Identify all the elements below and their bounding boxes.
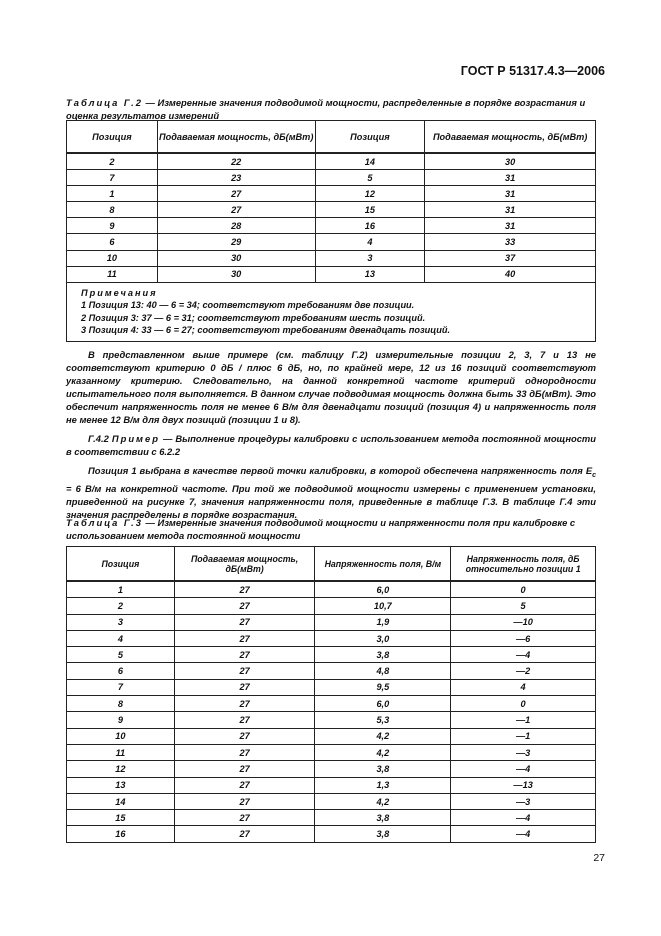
table-cell: 1,3 <box>315 777 451 793</box>
table-cell: 3,8 <box>315 761 451 777</box>
table-cell: —2 <box>451 663 596 679</box>
paragraph-1: В представленном выше примере (см. таблицу Г.2) измерительные позиции 2, 3, 7 и 13 не соответствуют критерию 0 дБ / плюс 6 дБ, но, по крайней мере, 12 из 16 позиций соответствуют указанному критерию. Следовательно, на данной конкретной частоте критерий однородности испытательного поля выполняется. В данном случае подводимая мощность должна быть 33 дБ(мВт). Это обеспечит напряженность поля не менее 6 В/м для двенадцати позиций (позиция 4) и напряженность поля не менее 12 В/м для двух позиций (позиции 1 и 8). <box>66 349 596 425</box>
para2-text: — Выполнение процедуры калибровки с использованием метода постоянной мощности в соответствии с 6.2.2 <box>66 433 596 457</box>
table-g3-col-header: Подаваемая мощность, дБ(мВт) <box>174 547 315 582</box>
table-row <box>67 202 596 218</box>
table-cell: 8 <box>67 202 158 218</box>
table-cell: 2 <box>67 598 175 614</box>
table-cell: 31 <box>425 202 596 218</box>
table-cell: 27 <box>174 712 315 728</box>
body-text <box>66 348 596 521</box>
table-cell: 27 <box>174 630 315 646</box>
table-row <box>67 170 596 186</box>
table-g2-notes-row <box>67 282 596 341</box>
note-3: 3 Позиция 4: 33 — 6 = 27; соответствуют требованиям двенадцать позиций. <box>81 325 450 336</box>
table-cell: 11 <box>67 266 158 282</box>
table-row <box>67 826 596 842</box>
table-row <box>67 266 596 282</box>
table-cell: 27 <box>174 647 315 663</box>
table-cell: 9 <box>67 712 175 728</box>
table-cell: 3 <box>67 614 175 630</box>
table-cell: 4 <box>451 679 596 695</box>
table-cell: 16 <box>315 218 425 234</box>
table-cell: 27 <box>157 186 315 202</box>
table-row <box>67 186 596 202</box>
table-cell: 9 <box>67 218 158 234</box>
page-number: 27 <box>593 852 605 864</box>
table-cell: 6,0 <box>315 696 451 712</box>
table-cell: 12 <box>67 761 175 777</box>
table-cell: 13 <box>315 266 425 282</box>
table-cell: 27 <box>174 614 315 630</box>
table-cell: —13 <box>451 777 596 793</box>
table-cell: 3,8 <box>315 810 451 826</box>
table-g2-col-header: Подаваемая мощность, дБ(мВт) <box>157 121 315 154</box>
table-cell: 40 <box>425 266 596 282</box>
table-cell: 3 <box>315 250 425 266</box>
table-row <box>67 696 596 712</box>
table-cell: 9,5 <box>315 679 451 695</box>
table-cell: 4 <box>315 234 425 250</box>
table-cell: 12 <box>315 186 425 202</box>
table-cell: —4 <box>451 810 596 826</box>
table-cell: 1 <box>67 581 175 598</box>
para2-label: Пример <box>111 433 160 444</box>
table-g3 <box>66 546 596 843</box>
table-g3-caption-text: — Измеренные значения подводимой мощности и напряженности поля при калибровке с использованием метода постоянной мощности <box>66 517 576 541</box>
table-g3-header-row <box>67 547 596 582</box>
table-cell: —10 <box>451 614 596 630</box>
table-row <box>67 218 596 234</box>
table-cell: 22 <box>157 153 315 170</box>
table-row <box>67 598 596 614</box>
table-g2-col-header: Позиция <box>315 121 425 154</box>
table-g3-caption-label: Таблица Г.3 <box>66 517 143 528</box>
note-2: 2 Позиция 3: 37 — 6 = 31; соответствуют требованиям шесть позиций. <box>81 312 426 323</box>
table-g2-caption-label: Таблица Г.2 <box>66 97 143 108</box>
table-cell: 10 <box>67 728 175 744</box>
table-cell: 6,0 <box>315 581 451 598</box>
table-row <box>67 614 596 630</box>
table-row <box>67 761 596 777</box>
table-cell: 27 <box>174 581 315 598</box>
table-cell: 4 <box>67 630 175 646</box>
table-cell: 31 <box>425 218 596 234</box>
paragraph-2 <box>66 432 596 458</box>
table-g2-col-header: Позиция <box>67 121 158 154</box>
table-cell: 15 <box>67 810 175 826</box>
table-cell: 27 <box>174 598 315 614</box>
table-g2-header-row <box>67 121 596 154</box>
table-cell: 7 <box>67 170 158 186</box>
table-row <box>67 647 596 663</box>
table-row <box>67 234 596 250</box>
table-cell: —4 <box>451 826 596 842</box>
table-cell: 16 <box>67 826 175 842</box>
table-cell: —3 <box>451 793 596 809</box>
table-cell: 31 <box>425 186 596 202</box>
table-g2 <box>66 120 596 342</box>
table-cell: 27 <box>174 679 315 695</box>
table-cell: 33 <box>425 234 596 250</box>
table-cell: 30 <box>157 266 315 282</box>
document-id: ГОСТ Р 51317.4.3—2006 <box>460 64 605 78</box>
table-g2-caption-text: — Измеренные значения подводимой мощности, распределенные в порядке возрастания и оценка результатов измерений <box>66 97 586 121</box>
table-g2-caption <box>66 96 596 122</box>
table-cell: 27 <box>174 663 315 679</box>
table-cell: 10 <box>67 250 158 266</box>
table-cell: 15 <box>315 202 425 218</box>
table-row <box>67 630 596 646</box>
notes-title: Примечания <box>81 287 158 298</box>
table-cell: 1 <box>67 186 158 202</box>
table-cell: 4,2 <box>315 744 451 760</box>
table-cell: 5 <box>315 170 425 186</box>
para2-number: Г.4.2 <box>88 433 109 444</box>
table-cell: 13 <box>67 777 175 793</box>
table-cell: —6 <box>451 630 596 646</box>
table-g3-col-header: Позиция <box>67 547 175 582</box>
para3-text-b: = 6 В/м на конкретной частоте. При той же подводимой мощности измерены с применением установки, приведенной на рисунке 7, значения напряженности поля, приведенные в таблице Г.3. В таблице Г.4 эти значения распределены в порядке возрастания. <box>66 482 596 520</box>
table-cell: 27 <box>174 728 315 744</box>
note-1: 1 Позиция 13: 40 — 6 = 34; соответствуют требованиям две позиции. <box>81 300 415 311</box>
table-cell: 27 <box>174 744 315 760</box>
table-cell: 7 <box>67 679 175 695</box>
table-cell: 8 <box>67 696 175 712</box>
table-cell: 5 <box>451 598 596 614</box>
table-cell: 4,2 <box>315 728 451 744</box>
table-g3-col-header: Напряженность поля, В/м <box>315 547 451 582</box>
table-cell: 37 <box>425 250 596 266</box>
table-cell: —3 <box>451 744 596 760</box>
table-cell: 3,8 <box>315 647 451 663</box>
table-cell: 14 <box>67 793 175 809</box>
table-cell: 30 <box>425 153 596 170</box>
table-cell: 27 <box>174 793 315 809</box>
table-cell: 6 <box>67 663 175 679</box>
table-cell: 29 <box>157 234 315 250</box>
table-cell: 1,9 <box>315 614 451 630</box>
table-cell: 27 <box>174 761 315 777</box>
table-row <box>67 581 596 598</box>
table-cell: 0 <box>451 581 596 598</box>
table-cell: 27 <box>174 777 315 793</box>
table-row <box>67 793 596 809</box>
table-row <box>67 712 596 728</box>
paragraph-3 <box>66 464 596 521</box>
table-row <box>67 679 596 695</box>
table-cell: 31 <box>425 170 596 186</box>
table-cell: —1 <box>451 712 596 728</box>
table-row <box>67 777 596 793</box>
table-cell: 28 <box>157 218 315 234</box>
table-g3-col-header: Напряженность поля, дБ относительно позиции 1 <box>451 547 596 582</box>
table-cell: 0 <box>451 696 596 712</box>
table-cell: 27 <box>174 826 315 842</box>
table-cell: 5,3 <box>315 712 451 728</box>
table-cell: 2 <box>67 153 158 170</box>
table-cell: —1 <box>451 728 596 744</box>
table-cell: 6 <box>67 234 158 250</box>
table-cell: 27 <box>157 202 315 218</box>
table-cell: 10,7 <box>315 598 451 614</box>
table-cell: —4 <box>451 761 596 777</box>
table-cell: —4 <box>451 647 596 663</box>
table-cell: 14 <box>315 153 425 170</box>
table-g2-col-header: Подаваемая мощность, дБ(мВт) <box>425 121 596 154</box>
table-cell: 5 <box>67 647 175 663</box>
table-row <box>67 744 596 760</box>
table-cell: 30 <box>157 250 315 266</box>
table-cell: 3,0 <box>315 630 451 646</box>
table-cell: 4,2 <box>315 793 451 809</box>
table-row <box>67 663 596 679</box>
table-cell: 27 <box>174 810 315 826</box>
table-row <box>67 728 596 744</box>
table-cell: 3,8 <box>315 826 451 842</box>
table-row <box>67 153 596 170</box>
table-cell: 27 <box>174 696 315 712</box>
table-cell: 11 <box>67 744 175 760</box>
table-cell: 23 <box>157 170 315 186</box>
table-g3-caption <box>66 516 596 542</box>
table-cell: 4,8 <box>315 663 451 679</box>
table-row <box>67 810 596 826</box>
para3-subscript: c <box>592 471 596 479</box>
para3-text-a: Позиция 1 выбрана в качестве первой точки калибровки, в которой обеспечена напряженность поля E <box>88 465 593 476</box>
table-row <box>67 250 596 266</box>
